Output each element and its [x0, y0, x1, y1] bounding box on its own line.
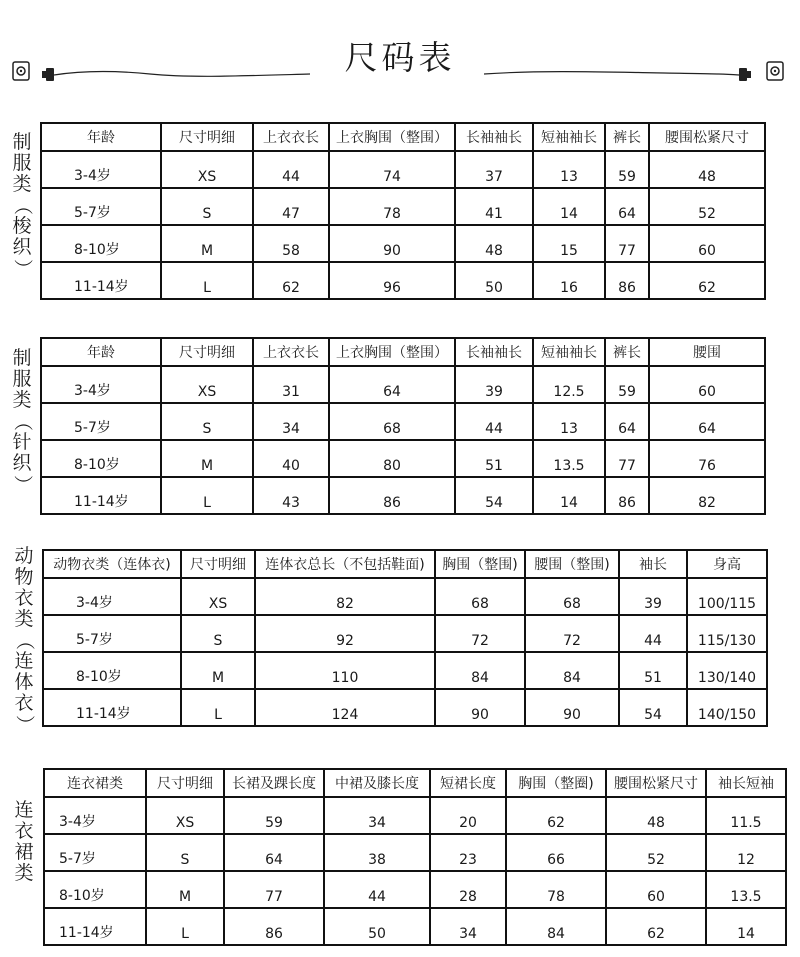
table-cell: 62 [506, 797, 606, 834]
column-header: 胸围（整圈) [506, 769, 606, 797]
table-cell: 12.5 [533, 366, 605, 403]
table-cell: 48 [455, 225, 533, 262]
table-cell: 23 [430, 834, 506, 871]
table-cell: 54 [619, 689, 687, 726]
table-cell: 130/140 [687, 652, 767, 689]
table-cell: 44 [324, 871, 430, 908]
table-cell: 14 [533, 477, 605, 514]
table-cell: 47 [253, 188, 329, 225]
table-cell: S [161, 403, 253, 440]
table-cell: 52 [606, 834, 706, 871]
section-label-uniform-knit: 制 服 类 （ 针 织 ） [11, 347, 34, 494]
column-header: 腰围松紧尺寸 [649, 123, 765, 151]
column-header: 袖长 [619, 550, 687, 578]
size-table-animal-onesie [42, 549, 768, 727]
table-cell: 60 [649, 366, 765, 403]
table-row [44, 871, 786, 908]
table-cell: 16 [533, 262, 605, 299]
table-cell: 31 [253, 366, 329, 403]
table-cell: 5-7岁 [41, 188, 161, 225]
table-cell: 40 [253, 440, 329, 477]
table-cell: L [146, 908, 224, 945]
table-cell: 54 [455, 477, 533, 514]
table-cell: 77 [605, 225, 649, 262]
column-header: 连衣裙类 [44, 769, 146, 797]
section-label-dresses: 连 衣 裙 类 [14, 799, 34, 884]
column-header: 腰围 [649, 338, 765, 366]
table-cell: 62 [253, 262, 329, 299]
table-cell: XS [161, 366, 253, 403]
table-cell: 92 [255, 615, 435, 652]
table-cell: 11-14岁 [41, 262, 161, 299]
table-cell: 11-14岁 [41, 477, 161, 514]
table-row [43, 615, 767, 652]
table-cell: 8-10岁 [44, 871, 146, 908]
table-cell: XS [181, 578, 255, 615]
table-cell: 43 [253, 477, 329, 514]
table-cell: 64 [329, 366, 455, 403]
table-cell: 39 [619, 578, 687, 615]
table-cell: 82 [255, 578, 435, 615]
table-cell: 90 [525, 689, 619, 726]
column-header: 尺寸明细 [161, 338, 253, 366]
table-cell: 8-10岁 [43, 652, 181, 689]
table-cell: 13.5 [533, 440, 605, 477]
table-cell: 77 [605, 440, 649, 477]
column-header: 上衣胸围（整围） [329, 123, 455, 151]
table-row [41, 403, 765, 440]
table-cell: 51 [619, 652, 687, 689]
size-table-uniform-knit [40, 337, 766, 515]
table-cell: 13 [533, 403, 605, 440]
table-cell: 62 [649, 262, 765, 299]
table-cell: 90 [435, 689, 525, 726]
column-header: 短袖袖长 [533, 338, 605, 366]
table-header-row [41, 338, 765, 366]
table-cell: 58 [253, 225, 329, 262]
column-header: 长袖袖长 [455, 123, 533, 151]
table-cell: 37 [455, 151, 533, 188]
page-title: 尺码表 [344, 38, 456, 77]
table-cell: 52 [649, 188, 765, 225]
column-header: 上衣胸围（整围） [329, 338, 455, 366]
table-cell: 84 [435, 652, 525, 689]
table-cell: 64 [605, 403, 649, 440]
table-cell: M [161, 225, 253, 262]
table-cell: 115/130 [687, 615, 767, 652]
table-cell: 86 [329, 477, 455, 514]
table-cell: 11-14岁 [44, 908, 146, 945]
table-cell: 8-10岁 [41, 440, 161, 477]
table-cell: 12 [706, 834, 786, 871]
table-cell: S [146, 834, 224, 871]
table-cell: 64 [224, 834, 324, 871]
table-row [41, 262, 765, 299]
table-cell: 3-4岁 [43, 578, 181, 615]
column-header: 中裙及膝长度 [324, 769, 430, 797]
size-table-dresses [43, 768, 787, 946]
table-cell: 34 [253, 403, 329, 440]
table-cell: 5-7岁 [44, 834, 146, 871]
table-cell: 5-7岁 [41, 403, 161, 440]
column-header: 裤长 [605, 338, 649, 366]
table-cell: 100/115 [687, 578, 767, 615]
table-cell: 28 [430, 871, 506, 908]
table-cell: 15 [533, 225, 605, 262]
table-cell: 72 [435, 615, 525, 652]
table-cell: 60 [649, 225, 765, 262]
table-cell: L [161, 477, 253, 514]
table-cell: 68 [525, 578, 619, 615]
plug-cord-right-icon [484, 58, 794, 88]
table-cell: 82 [649, 477, 765, 514]
column-header: 连体衣总长（不包括鞋面) [255, 550, 435, 578]
table-row [43, 652, 767, 689]
table-cell: 86 [605, 262, 649, 299]
table-cell: 39 [455, 366, 533, 403]
table-cell: S [161, 188, 253, 225]
table-cell: 44 [455, 403, 533, 440]
table-cell: 34 [430, 908, 506, 945]
table-cell: 13.5 [706, 871, 786, 908]
table-cell: 86 [224, 908, 324, 945]
plug-cord-left-icon [10, 58, 310, 88]
table-cell: XS [161, 151, 253, 188]
table-cell: 110 [255, 652, 435, 689]
table-cell: 20 [430, 797, 506, 834]
table-cell: S [181, 615, 255, 652]
table-cell: 64 [605, 188, 649, 225]
table-cell: 48 [606, 797, 706, 834]
column-header: 裤长 [605, 123, 649, 151]
table-cell: 62 [606, 908, 706, 945]
table-cell: 80 [329, 440, 455, 477]
column-header: 年龄 [41, 338, 161, 366]
table-row [41, 151, 765, 188]
table-cell: 11-14岁 [43, 689, 181, 726]
table-cell: 14 [533, 188, 605, 225]
column-header: 身高 [687, 550, 767, 578]
table-cell: M [161, 440, 253, 477]
table-cell: 3-4岁 [44, 797, 146, 834]
table-cell: 66 [506, 834, 606, 871]
table-cell: 3-4岁 [41, 151, 161, 188]
column-header: 短袖袖长 [533, 123, 605, 151]
table-cell: 86 [605, 477, 649, 514]
table-cell: 72 [525, 615, 619, 652]
table-cell: 64 [649, 403, 765, 440]
table-cell: L [161, 262, 253, 299]
table-cell: 50 [324, 908, 430, 945]
table-cell: 96 [329, 262, 455, 299]
table-row [41, 477, 765, 514]
table-cell: 140/150 [687, 689, 767, 726]
table-cell: 84 [506, 908, 606, 945]
table-row [44, 908, 786, 945]
table-cell: 68 [435, 578, 525, 615]
table-cell: 77 [224, 871, 324, 908]
table-cell: 60 [606, 871, 706, 908]
column-header: 尺寸明细 [161, 123, 253, 151]
column-header: 上衣衣长 [253, 338, 329, 366]
table-cell: 74 [329, 151, 455, 188]
table-cell: 78 [329, 188, 455, 225]
column-header: 腰围松紧尺寸 [606, 769, 706, 797]
column-header: 上衣衣长 [253, 123, 329, 151]
column-header: 长袖袖长 [455, 338, 533, 366]
table-cell: 78 [506, 871, 606, 908]
table-header-row [41, 123, 765, 151]
table-cell: 44 [253, 151, 329, 188]
column-header: 年龄 [41, 123, 161, 151]
table-cell: 48 [649, 151, 765, 188]
table-cell: M [146, 871, 224, 908]
table-cell: 5-7岁 [43, 615, 181, 652]
table-row [41, 440, 765, 477]
column-header: 胸围（整围) [435, 550, 525, 578]
table-cell: XS [146, 797, 224, 834]
table-cell: 68 [329, 403, 455, 440]
table-row [41, 188, 765, 225]
table-row [41, 366, 765, 403]
table-cell: 59 [224, 797, 324, 834]
table-cell: 51 [455, 440, 533, 477]
table-cell: 124 [255, 689, 435, 726]
table-cell: 84 [525, 652, 619, 689]
table-cell: M [181, 652, 255, 689]
table-cell: 38 [324, 834, 430, 871]
table-row [44, 834, 786, 871]
table-header-row [43, 550, 767, 578]
table-cell: 90 [329, 225, 455, 262]
table-row [43, 578, 767, 615]
table-cell: 41 [455, 188, 533, 225]
table-cell: 8-10岁 [41, 225, 161, 262]
table-cell: 11.5 [706, 797, 786, 834]
table-cell: 50 [455, 262, 533, 299]
size-table-uniform-woven [40, 122, 766, 300]
table-cell: 13 [533, 151, 605, 188]
section-label-animal-onesie: 动 物 衣 类 （ 连 体 衣 ） [13, 545, 36, 734]
table-cell: 59 [605, 366, 649, 403]
table-cell: 34 [324, 797, 430, 834]
column-header: 长裙及踝长度 [224, 769, 324, 797]
column-header: 尺寸明细 [146, 769, 224, 797]
table-cell: 44 [619, 615, 687, 652]
column-header: 腰围（整围) [525, 550, 619, 578]
column-header: 动物衣类（连体衣) [43, 550, 181, 578]
table-header-row [44, 769, 786, 797]
column-header: 短裙长度 [430, 769, 506, 797]
table-cell: 3-4岁 [41, 366, 161, 403]
table-row [43, 689, 767, 726]
section-label-uniform-woven: 制 服 类 （ 梭 织 ） [11, 131, 34, 278]
table-row [44, 797, 786, 834]
table-row [41, 225, 765, 262]
table-cell: 14 [706, 908, 786, 945]
table-cell: 59 [605, 151, 649, 188]
table-cell: 76 [649, 440, 765, 477]
column-header: 袖长短袖 [706, 769, 786, 797]
column-header: 尺寸明细 [181, 550, 255, 578]
table-cell: L [181, 689, 255, 726]
